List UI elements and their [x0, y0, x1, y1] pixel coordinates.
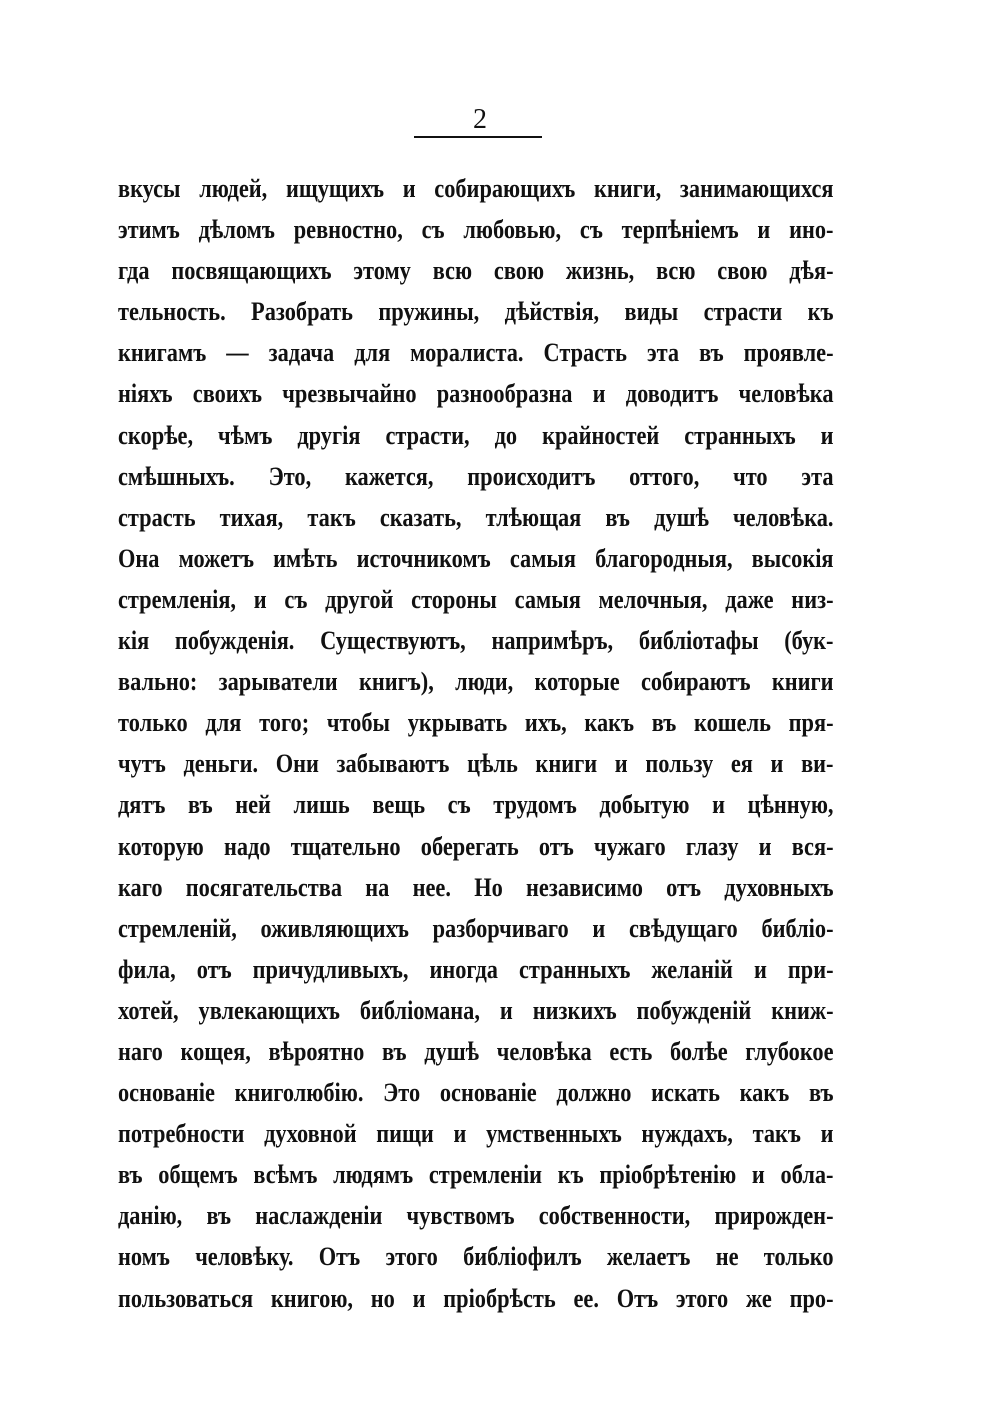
text-line: пользоваться книгою, но и пріобрѣсть ее. Отъ этого же про-: [118, 1283, 834, 1313]
text-line: наго кощея, вѣроятно въ душѣ человѣка есть болѣе глубокое: [118, 1036, 834, 1066]
page-number: 2: [473, 104, 487, 135]
text-line: Она можетъ имѣть источникомъ самыя благородныя, высокія: [118, 543, 834, 573]
text-line: ніяхъ своихъ чрезвычайно разнообразна и доводитъ человѣка: [118, 379, 834, 409]
text-line: номъ человѣку. Отъ этого библіофилъ желаетъ не только: [118, 1242, 834, 1272]
text-line: вально: зарыватели книгъ), люди, которые собираютъ книги: [118, 667, 834, 697]
text-line: данію, въ наслажденіи чувствомъ собственности, прирожден-: [118, 1201, 834, 1231]
text-line: стремленій, оживляющихъ разборчиваго и свѣдущаго библіо-: [118, 913, 834, 943]
header-rule: [414, 136, 542, 138]
text-line: книгамъ — задача для моралиста. Страсть эта въ проявле-: [118, 338, 834, 368]
text-line: гда посвящающихъ этому всю свою жизнь, всю свою дѣя-: [118, 256, 834, 286]
text-line: дятъ въ ней лишь вещь съ трудомъ добытую и цѣнную,: [118, 790, 834, 820]
text-line: смѣшныхъ. Это, кажется, происходитъ оттого, что эта: [118, 461, 834, 491]
text-line: потребности духовной пищи и умственныхъ нуждахъ, такъ и: [118, 1119, 834, 1149]
text-line: тельность. Разобрать пружины, дѣйствія, виды страсти къ: [118, 297, 834, 327]
text-line: кія побужденія. Существуютъ, напримѣръ, библіотафы (бук-: [118, 626, 834, 656]
text-line: основаніе книголюбію. Это основаніе должно искать какъ въ: [118, 1078, 834, 1108]
text-line: хотей, увлекающихъ библіомана, и низкихъ побужденій книж-: [118, 995, 834, 1025]
text-line: фила, отъ причудливыхъ, иногда странныхъ желаній и при-: [118, 954, 834, 984]
text-line: скорѣе, чѣмъ другія страсти, до крайностей странныхъ и: [118, 420, 834, 450]
text-line: вкусы людей, ищущихъ и собирающихъ книги, занимающихся: [118, 174, 834, 203]
text-line: каго посягательства на нее. Но независимо отъ духовныхъ: [118, 872, 834, 902]
text-line: въ общемъ всѣмъ людямъ стремленіи къ пріобрѣтенію и обла-: [118, 1160, 834, 1190]
text-line: стремленія, и съ другой стороны самыя мелочныя, даже низ-: [118, 584, 834, 614]
text-line: чутъ деньги. Они забываютъ цѣль книги и пользу ея и ви-: [118, 749, 834, 779]
text-line: этимъ дѣломъ ревностно, съ любовью, съ терпѣніемъ и ино-: [118, 215, 834, 245]
text-line: только для того; чтобы укрывать ихъ, какъ въ кошель пря-: [118, 708, 834, 738]
text-line: которую надо тщательно оберегать отъ чужаго глазу и вся-: [118, 831, 834, 861]
text-line: страсть тихая, такъ сказать, тлѣющая въ душѣ человѣка.: [118, 502, 834, 532]
body-text: [118, 168, 834, 1319]
